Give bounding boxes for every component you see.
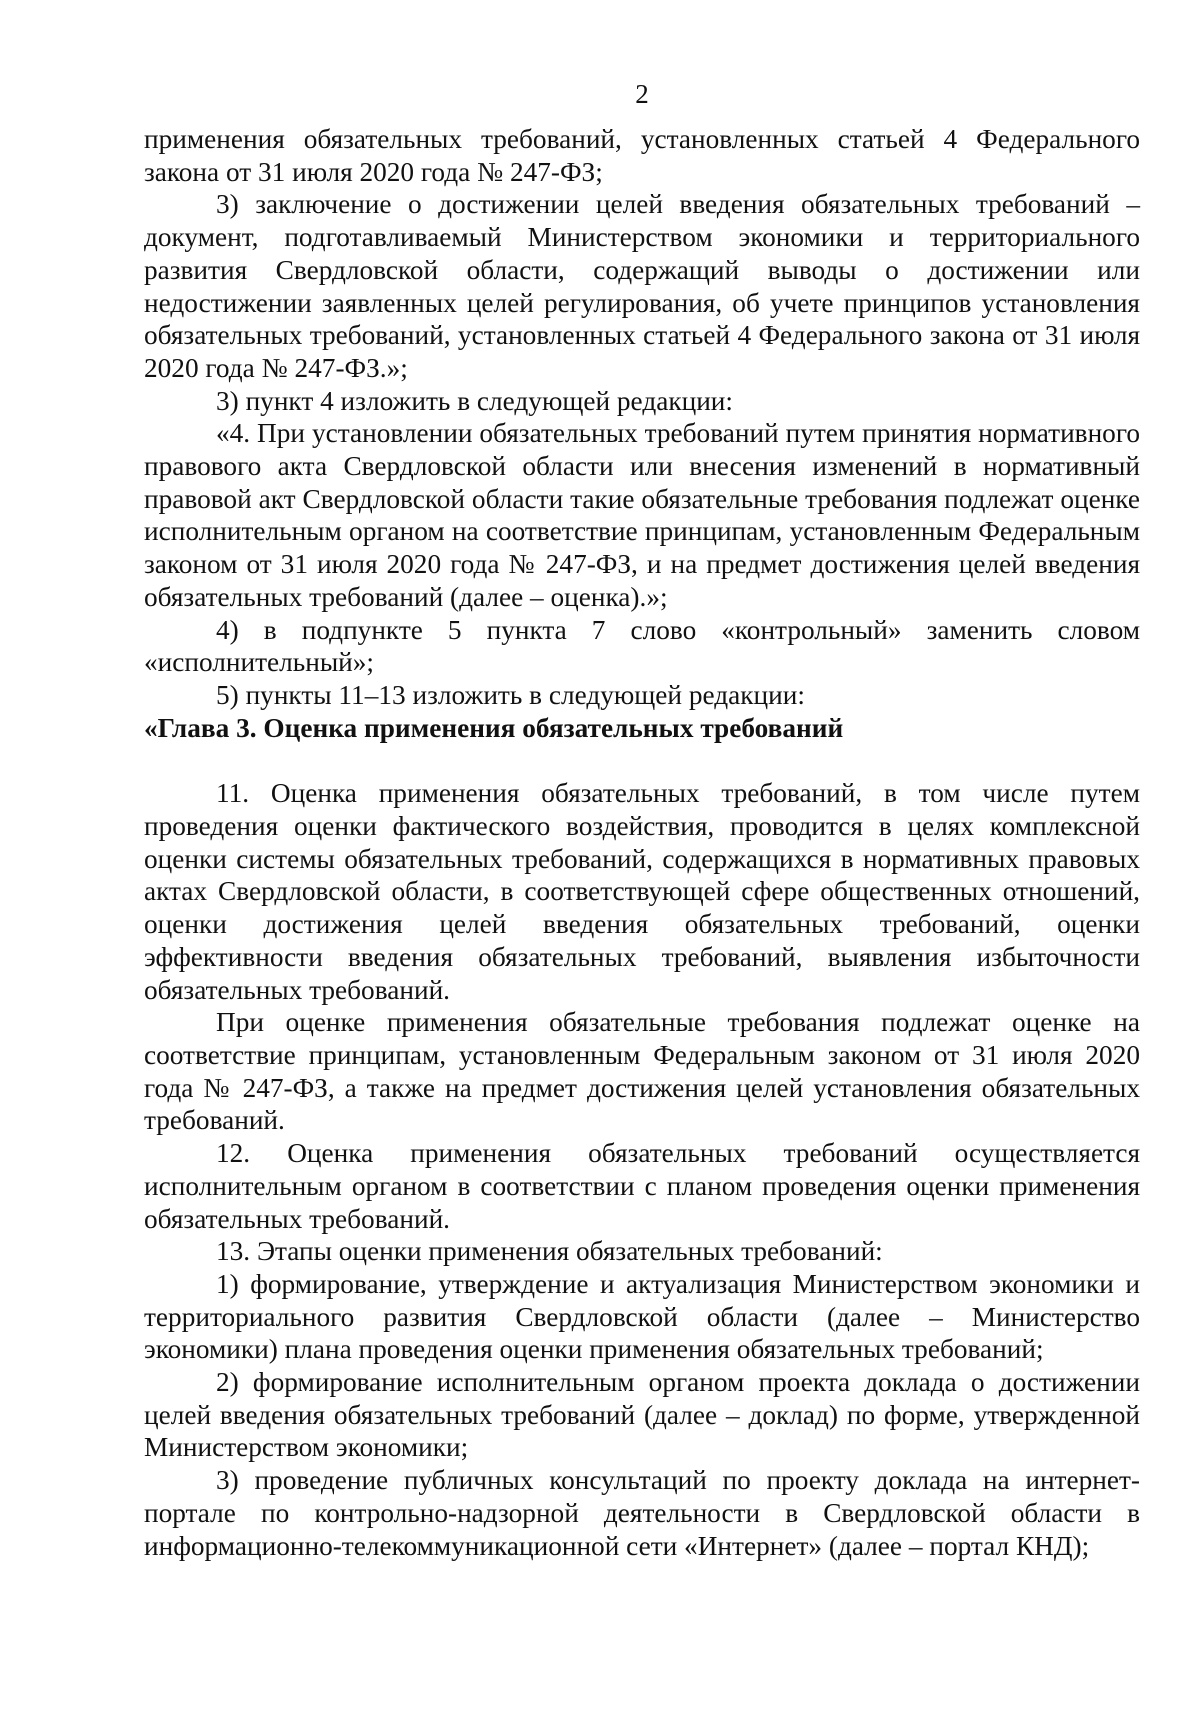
chapter-heading: «Глава 3. Оценка применения обязательных требований bbox=[144, 712, 844, 743]
paragraph-point-12: 12. Оценка применения обязательных требований осуществляется исполнительным органом в соответствии с планом проведения оценки применения обязательных требований. bbox=[144, 1138, 1140, 1234]
paragraph-continuation: применения обязательных требований, установленных статьей 4 Федерального закона от 31 июля 2020 года № 247-ФЗ; bbox=[144, 124, 1140, 187]
paragraph-point-11-continued: При оценке применения обязательные требования подлежат оценке на соответствие принципам, установленным Федеральным законом от 31 июля 2020 года № 247-ФЗ, а также на предмет достижения целей установления обязательных требований. bbox=[144, 1007, 1140, 1136]
page-number: 2 bbox=[635, 79, 649, 109]
paragraph-item-4: 4) в подпункте 5 пункта 7 слово «контрольный» заменить словом «исполнительный»; bbox=[144, 614, 1140, 678]
paragraph-point-13-stage-2: 2) формирование исполнительным органом проекта доклада о достижении целей введения обязательных требований (далее – доклад) по форме, утвержденной Министерством экономики; bbox=[144, 1367, 1140, 1463]
paragraph-item-3-point-4: 3) пункт 4 изложить в следующей редакции: bbox=[216, 385, 733, 416]
paragraph-item-5: 5) пункты 11–13 изложить в следующей редакции: bbox=[216, 679, 805, 710]
document-body bbox=[144, 123, 1140, 1562]
heading-spacer bbox=[144, 744, 1140, 777]
paragraph-point-13-stage-3: 3) проведение публичных консультаций по проекту доклада на интернет-портале по контрольно-надзорной деятельности в Свердловской области в информационно-телекоммуникационной сети «Интернет» (далее – портал КНД); bbox=[144, 1465, 1140, 1561]
paragraph-point-11: 11. Оценка применения обязательных требований, в том числе путем проведения оценки фактического воздействия, проводится в целях комплексной оценки системы обязательных требований, содержащихся в нормативных правовых актах Свердловской области, в соответствующей сфере общественных отношений, оценки достижения целей введения обязательных требований, оценки эффективности введения обязательных требований, выявления избыточности обязательных требований. bbox=[144, 778, 1140, 1005]
paragraph-point-13-stage-1: 1) формирование, утверждение и актуализация Министерством экономики и территориального развития Свердловской области (далее – Министерство экономики) плана проведения оценки применения обязательных требований; bbox=[144, 1268, 1140, 1365]
paragraph-point-4-text: «4. При установлении обязательных требований путем принятия нормативного правового акта Свердловской области или внесения изменений в нормативный правовой акт Свердловской области такие обязательные требования подлежат оценке исполнительным органом на соответствие принципам, установленным Федеральным законом от 31 июля 2020 года № 247-ФЗ, и на предмет достижения целей введения обязательных требований (далее – оценка).»; bbox=[144, 418, 1140, 612]
paragraph-item-3-conclusion: 3) заключение о достижении целей введения обязательных требований – документ, подготавливаемый Министерством экономики и территориального развития Свердловской области, содержащий выводы о достижении или недостижении заявленных целей регулирования, об учете принципов установления обязательных требований, установленных статьей 4 Федерального закона от 31 июля 2020 года № 247-ФЗ.»; bbox=[144, 189, 1140, 383]
paragraph-point-13: 13. Этапы оценки применения обязательных требований: bbox=[216, 1236, 883, 1267]
